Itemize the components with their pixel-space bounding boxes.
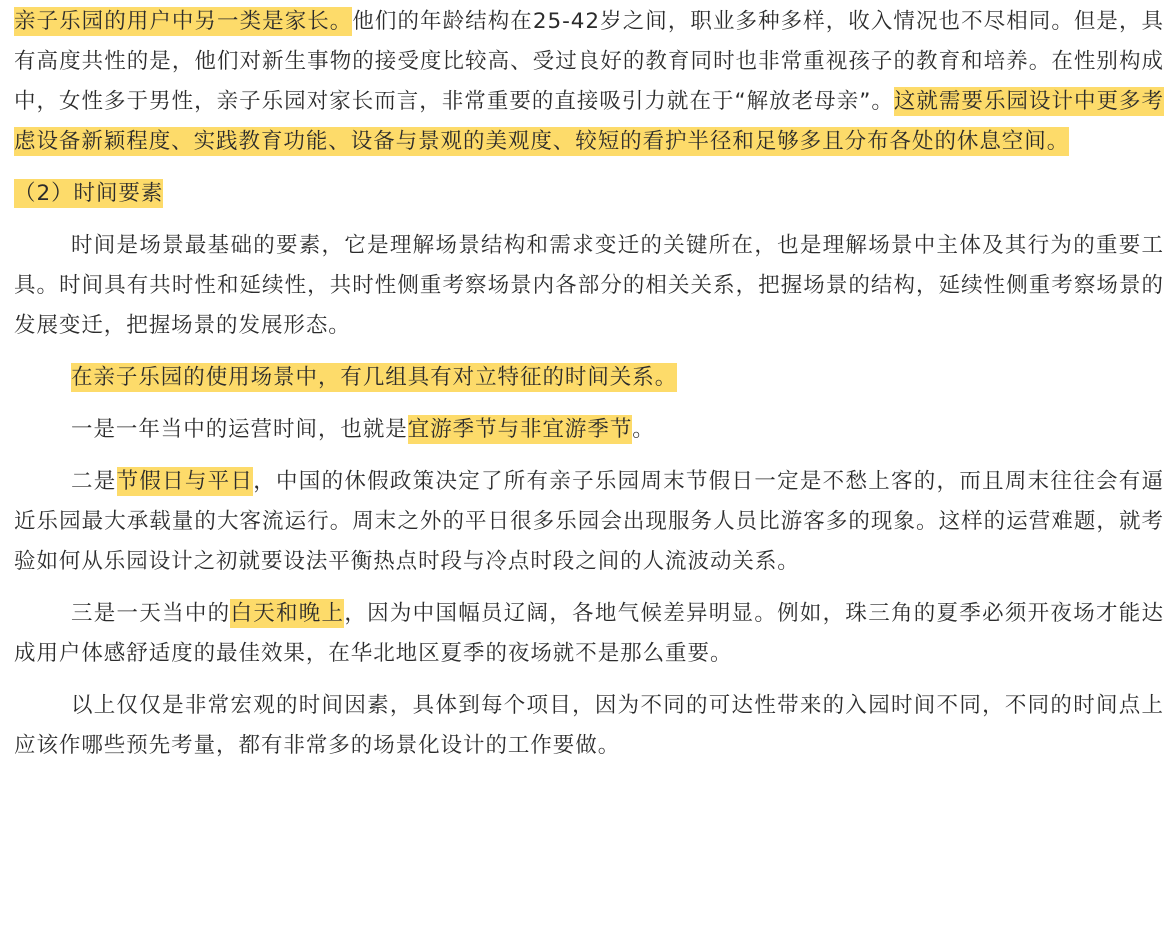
paragraph-conclusion (14, 686, 1164, 766)
highlighted-text: 在亲子乐园的使用场景中，有几组具有对立特征的时间关系。 (71, 365, 678, 390)
body-text: ，因为中国幅员辽阔，各地气候差异明显。例如，珠三角的夏季必须开夜场才能达成用户体感舒适度的最佳效果，在华北地区夏季的夜场就不是那么重要。 (14, 601, 1164, 666)
body-text: 时间是场景最基础的要素，它是理解场景结构和需求变迁的关键所在，也是理解场景中主体及其行为的重要工具。时间具有共时性和延续性，共时性侧重考察场景内各部分的相关关系，把握场景的结构，延续性侧重考察场景的发展变迁，把握场景的发展形态。 (14, 233, 1164, 338)
section-heading-time (14, 174, 1164, 214)
paragraph-time-basics (14, 226, 1164, 346)
highlighted-text: 白天和晚上 (230, 601, 345, 626)
body-text: 他们的年龄结构在25-42岁之间，职业多种多样，收入情况也不尽相同。但是，具有高度共性的是，他们对新生事物的接受度比较高、受过良好的教育同时也非常重视孩子的教育和培养。在性别构成中，女性多于男性，亲子乐园对家长而言，非常重要的直接吸引力就在于“解放老母亲”。 (14, 9, 1164, 114)
article-body (14, 2, 1164, 766)
paragraph-day-night (14, 594, 1164, 674)
body-text: 以上仅仅是非常宏观的时间因素，具体到每个项目，因为不同的可达性带来的入园时间不同，不同的时间点上应该作哪些预先考量，都有非常多的场景化设计的工作要做。 (14, 693, 1164, 758)
highlighted-text: 亲子乐园的用户中另一类是家长。 (14, 9, 353, 34)
body-text: 一是一年当中的运营时间，也就是 (71, 417, 408, 442)
highlighted-text: 宜游季节与非宜游季节 (407, 417, 633, 442)
highlighted-text: 节假日与平日 (116, 469, 254, 494)
paragraph-time-relations (14, 358, 1164, 398)
paragraph-user-parents (14, 2, 1164, 162)
body-text: ，中国的休假政策决定了所有亲子乐园周末节假日一定是不愁上客的，而且周末往往会有逼近乐园最大承载量的大客流运行。周末之外的平日很多乐园会出现服务人员比游客多的现象。这样的运营难题，就考验如何从乐园设计之初就要设法平衡热点时段与冷点时段之间的人流波动关系。 (14, 469, 1164, 574)
highlighted-text: 这就需要乐园设计中更多考虑设备新颖程度、实践教育功能、设备与景观的美观度、较短的看护半径和足够多且分布各处的休息空间。 (14, 89, 1165, 154)
heading-text: （2）时间要素 (14, 181, 164, 206)
body-text: 三是一天当中的 (71, 601, 231, 626)
body-text: 二是 (71, 469, 117, 494)
paragraph-seasons (14, 410, 1164, 450)
body-text: 。 (632, 417, 655, 442)
paragraph-holidays (14, 462, 1164, 582)
